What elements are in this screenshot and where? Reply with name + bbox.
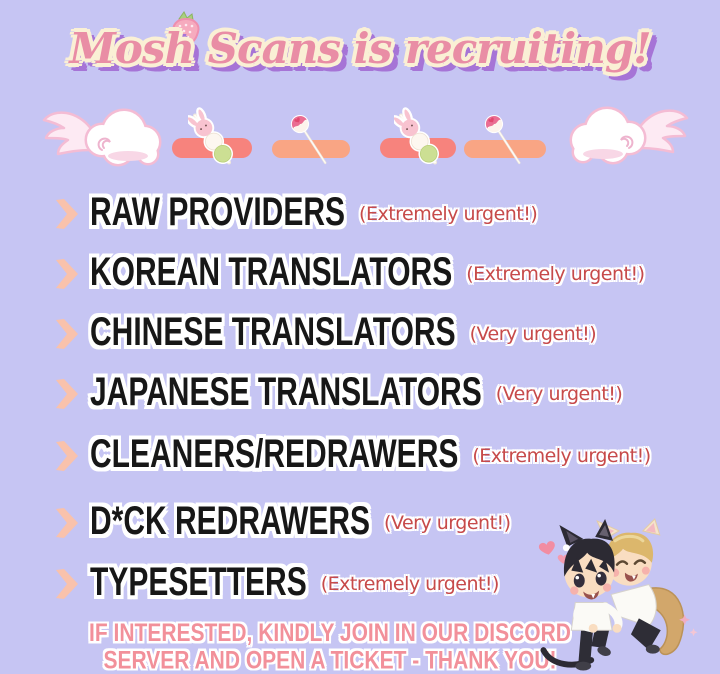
urgency-note: (Very urgent!) bbox=[384, 512, 511, 534]
chevron-bullet-icon bbox=[56, 259, 78, 289]
chibi-cat-boys bbox=[533, 517, 708, 674]
footer-note bbox=[55, 620, 605, 674]
role-label: RAW PROVIDERS bbox=[90, 190, 346, 235]
role-row bbox=[56, 560, 499, 605]
role-row bbox=[56, 190, 538, 235]
candy-pop-icon bbox=[290, 110, 332, 172]
urgency-note: (Very urgent!) bbox=[495, 383, 623, 405]
urgency-note: (Extremely urgent!) bbox=[359, 203, 538, 225]
chevron-bullet-icon bbox=[56, 508, 78, 538]
winged-cloud-icon bbox=[560, 102, 696, 172]
role-label: D*CK REDRAWERS bbox=[90, 499, 371, 544]
winged-cloud-icon bbox=[38, 104, 168, 174]
urgency-note: (Very urgent!) bbox=[469, 323, 597, 345]
candy-pop-icon bbox=[484, 110, 526, 172]
role-row bbox=[56, 370, 623, 415]
heart-icon bbox=[538, 540, 556, 556]
urgency-note: (Extremely urgent!) bbox=[472, 445, 651, 467]
role-label: CLEANERS/REDRAWERS bbox=[90, 432, 459, 477]
role-row bbox=[56, 432, 651, 477]
dango-skewer-icon bbox=[394, 104, 442, 174]
sparkle-icon bbox=[690, 628, 698, 636]
urgency-note: (Extremely urgent!) bbox=[320, 573, 499, 595]
chevron-bullet-icon bbox=[56, 379, 78, 409]
urgency-note: (Extremely urgent!) bbox=[466, 263, 645, 285]
role-row bbox=[56, 499, 511, 544]
role-row bbox=[56, 250, 645, 295]
footer-line-2: SERVER AND OPEN A TICKET - THANK YOU! bbox=[103, 647, 557, 674]
chevron-bullet-icon bbox=[56, 319, 78, 349]
dango-skewer-icon bbox=[188, 104, 236, 174]
chevron-bullet-icon bbox=[56, 569, 78, 599]
role-row bbox=[56, 310, 597, 355]
role-label: JAPANESE TRANSLATORS bbox=[90, 370, 482, 415]
footer-line-1: IF INTERESTED, KINDLY JOIN IN OUR DISCORD bbox=[89, 620, 571, 648]
role-label: KOREAN TRANSLATORS bbox=[90, 250, 453, 295]
chevron-bullet-icon bbox=[56, 441, 78, 471]
role-label: TYPESETTERS bbox=[90, 560, 307, 605]
chevron-bullet-icon bbox=[56, 199, 78, 229]
page-title: Mosh Scans is recruiting! bbox=[69, 24, 651, 73]
role-label: CHINESE TRANSLATORS bbox=[90, 310, 456, 355]
